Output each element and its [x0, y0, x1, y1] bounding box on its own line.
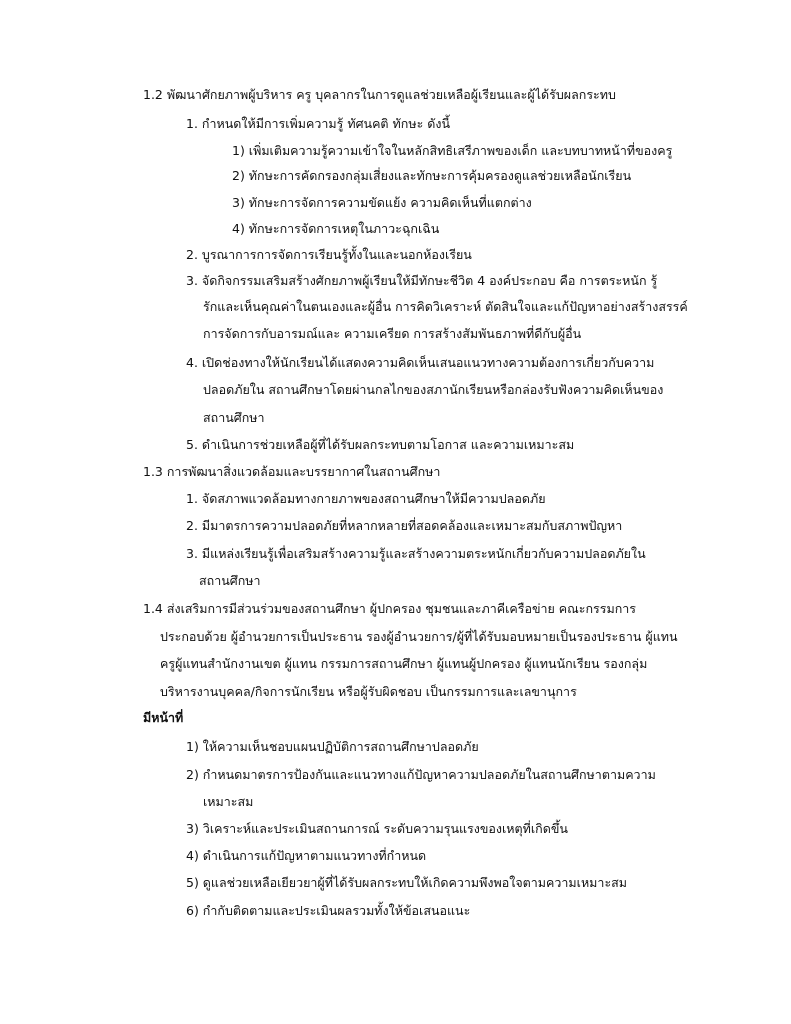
- section-1-2-item-1: 1. กำหนดให้มีการเพิ่มความรู้ ทัศนคติ ทักษะ ดังนี้: [186, 116, 451, 131]
- section-1-2-item-5: 5. ดำเนินการช่วยเหลือผู้ที่ได้รับผลกระทบตามโอกาส และความเหมาะสม: [186, 437, 575, 452]
- section-1-2-subitem-2: 2) ทักษะการคัดกรองกลุ่มเสี่ยงและทักษะการคุ้มครองดูแลช่วยเหลือนักเรียน: [232, 168, 632, 183]
- duty-item-3: 3) วิเคราะห์และประเมินสถานการณ์ ระดับความรุนแรงของเหตุที่เกิดขึ้น: [186, 821, 568, 836]
- section-1-2-item-3-line-3: การจัดการกับอารมณ์และ ความเครียด การสร้างสัมพันธภาพที่ดีกับผู้อื่น: [203, 326, 582, 341]
- section-1-2-subitem-4: 4) ทักษะการจัดการเหตุในภาวะฉุกเฉิน: [232, 221, 440, 236]
- section-1-2-subitem-1: 1) เพิ่มเติมความรู้ความเข้าใจในหลักสิทธิเสรีภาพของเด็ก และบทบาทหน้าที่ของครู: [232, 143, 673, 158]
- section-1-2-item-2: 2. บูรณาการการจัดการเรียนรู้ทั้งในและนอกห้องเรียน: [186, 247, 472, 262]
- section-1-2-item-4-line-1: 4. เปิดช่องทางให้นักเรียนได้แสดงความคิดเห็นเสนอแนวทางความต้องการเกี่ยวกับความ: [186, 355, 655, 370]
- section-1-3-item-3-line-1: 3. มีแหล่งเรียนรู้เพื่อเสริมสร้างความรู้และสร้างความตระหนักเกี่ยวกับความปลอดภัยใน: [186, 546, 646, 561]
- section-1-3-heading: 1.3 การพัฒนาสิ่งแวดล้อมและบรรยากาศในสถานศึกษา: [143, 464, 441, 479]
- section-1-3-item-2: 2. มีมาตรการความปลอดภัยที่หลากหลายที่สอดคล้องและเหมาะสมกับสภาพปัญหา: [186, 518, 623, 533]
- duty-item-2-line-1: 2) กำหนดมาตรการป้องกันและแนวทางแก้ปัญหาความปลอดภัยในสถานศึกษาตามความ: [186, 767, 656, 782]
- section-1-3-item-1: 1. จัดสภาพแวดล้อมทางกายภาพของสถานศึกษาให้มีความปลอดภัย: [186, 491, 546, 506]
- duty-item-2-line-2: เหมาะสม: [203, 794, 254, 809]
- section-1-4-line-1: 1.4 ส่งเสริมการมีส่วนร่วมของสถานศึกษา ผู้ปกครอง ชุมชนและภาคีเครือข่าย คณะกรรมการ: [143, 601, 637, 616]
- section-1-4-line-3: ครูผู้แทนสำนักงานเขต ผู้แทน กรรมการสถานศึกษา ผู้แทนผู้ปกครอง ผู้แทนนักเรียน รองกลุ่ม: [160, 656, 648, 671]
- section-1-2-item-3-line-2: รักและเห็นคุณค่าในตนเองและผู้อื่น การคิดวิเคราะห์ ตัดสินใจและแก้ปัญหาอย่างสร้างสรรค์: [203, 299, 688, 314]
- section-1-4-line-4: บริหารงานบุคคล/กิจการนักเรียน หรือผู้รับผิดชอบ เป็นกรรมการและเลขานุการ: [160, 684, 577, 699]
- duty-item-6: 6) กำกับติดตามและประเมินผลรวมทั้งให้ข้อเสนอแนะ: [186, 903, 471, 918]
- section-1-2-subitem-3: 3) ทักษะการจัดการความขัดแย้ง ความคิดเห็นที่แตกต่าง: [232, 195, 532, 210]
- duty-item-1: 1) ให้ความเห็นชอบแผนปฏิบัติการสถานศึกษาปลอดภัย: [186, 739, 479, 754]
- duties-heading: มีหน้าที่: [143, 710, 184, 725]
- section-1-2-heading: 1.2 พัฒนาศักยภาพผู้บริหาร ครู บุคลากรในการดูแลช่วยเหลือผู้เรียนและผู้ได้รับผลกระทบ: [143, 87, 616, 102]
- section-1-3-item-3-line-2: สถานศึกษา: [199, 573, 261, 588]
- duty-item-4: 4) ดำเนินการแก้ปัญหาตามแนวทางที่กำหนด: [186, 848, 427, 863]
- section-1-4-line-2: ประกอบด้วย ผู้อำนวยการเป็นประธาน รองผู้อำนวยการ/ผู้ที่ได้รับมอบหมายเป็นรองประธาน ผู้แทน: [160, 629, 678, 644]
- duty-item-5: 5) ดูแลช่วยเหลือเยียวยาผู้ที่ได้รับผลกระทบให้เกิดความพึงพอใจตามความเหมาะสม: [186, 875, 628, 890]
- section-1-2-item-4-line-3: สถานศึกษา: [203, 410, 265, 425]
- section-1-2-item-3-line-1: 3. จัดกิจกรรมเสริมสร้างศักยภาพผู้เรียนให้มีทักษะชีวิต 4 องค์ประกอบ คือ การตระหนัก รู้: [186, 273, 658, 288]
- section-1-2-item-4-line-2: ปลอดภัยใน สถานศึกษาโดยผ่านกลไกของสภานักเรียนหรือกล่องรับฟังความคิดเห็นของ: [203, 382, 664, 397]
